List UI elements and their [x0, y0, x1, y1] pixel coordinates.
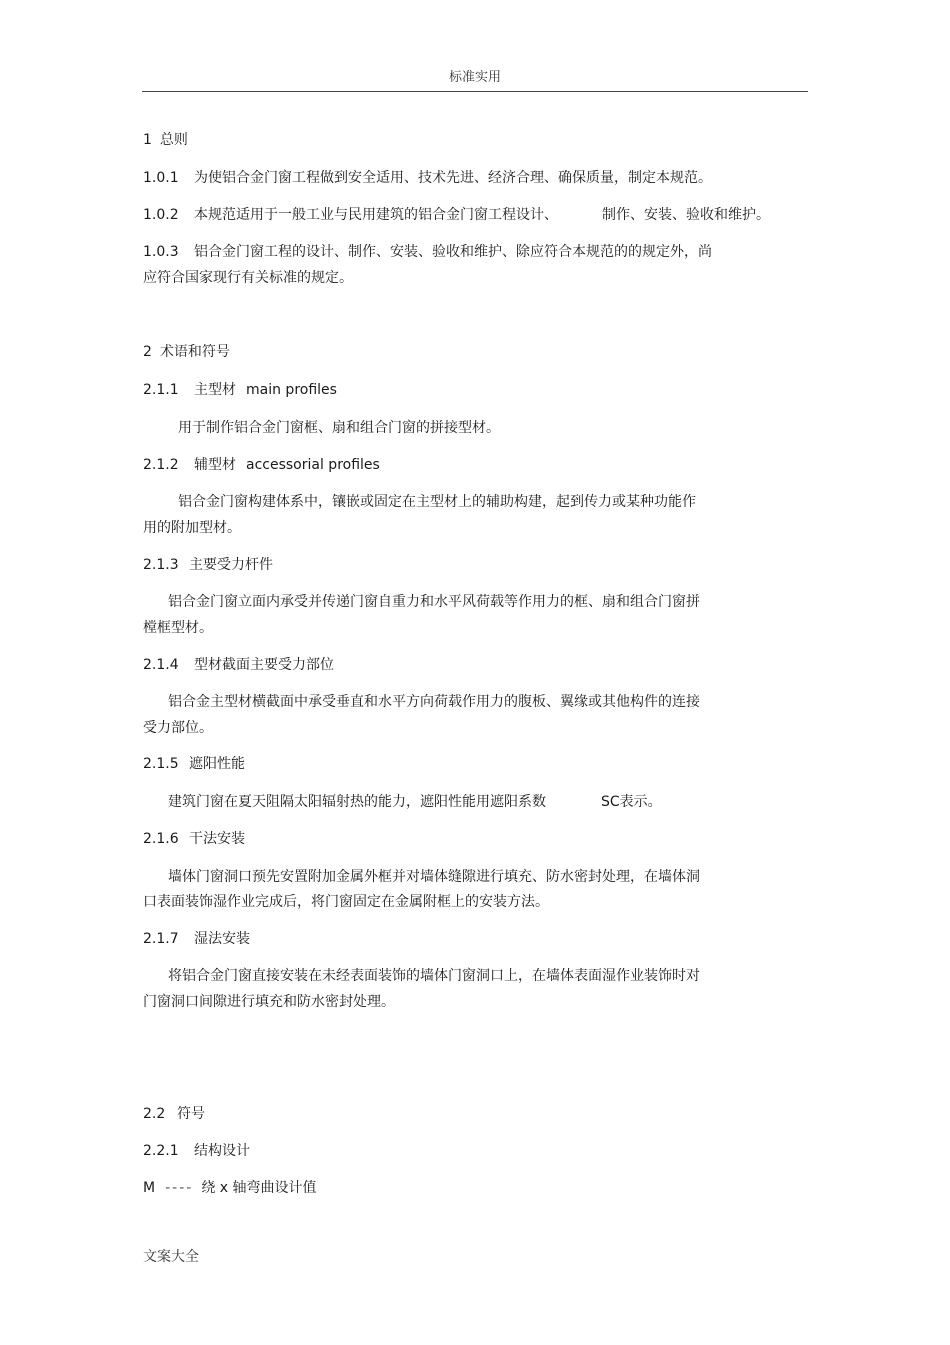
- term-2-1-7: [143, 929, 250, 949]
- term-title: 干法安装: [189, 831, 245, 847]
- section-number: 2.2: [143, 1106, 166, 1122]
- term-2-1-4-definition-line-2: 受力部位。: [143, 720, 213, 736]
- clause-number: 1.0.1: [143, 170, 179, 186]
- term-2-1-2-definition: 铝合金门窗构建体系中，镶嵌或固定在主型材上的辅助构建，起到传力或某种功能作: [178, 494, 696, 510]
- term-title: 型材截面主要受力部位: [194, 657, 334, 673]
- clause-1-0-2: [143, 205, 770, 225]
- term-title: 辅型材: [194, 457, 236, 473]
- term-2-1-3: [143, 555, 273, 575]
- page-header-title: 标准实用: [448, 70, 501, 85]
- term-number: 2.1.3: [143, 557, 179, 573]
- term-2-1-1-definition: 用于制作铝合金门窗框、扇和组合门窗的拼接型材。: [178, 420, 500, 436]
- term-number: 2.1.6: [143, 831, 179, 847]
- term-number: 2.1.7: [143, 931, 179, 947]
- section-2-2-heading: [143, 1104, 205, 1124]
- header-divider: [142, 91, 808, 92]
- section-number: 1: [143, 132, 152, 148]
- section-title: 符号: [177, 1106, 205, 1122]
- page-footer-text: 文案大全: [143, 1249, 199, 1265]
- clause-number: 1.0.2: [143, 207, 179, 223]
- clause-1-0-1: [143, 168, 712, 188]
- symbol-dash: ----: [165, 1180, 194, 1196]
- term-2-1-3-definition: 铝合金门窗立面内承受并传递门窗自重力和水平风荷载等作用力的框、扇和组合门窗拼: [168, 594, 700, 610]
- term-number: 2.1.2: [143, 457, 179, 473]
- term-2-1-7-definition-line-2: 门窗洞口间隙进行填充和防水密封处理。: [143, 994, 395, 1010]
- term-2-1-2: [143, 455, 380, 475]
- clause-text: 为使铝合金门窗工程做到安全适用、技术先进、经济合理、确保质量，制定本规范。: [194, 170, 712, 186]
- term-2-1-2-definition-line-2: 用的附加型材。: [143, 520, 241, 536]
- symbol: M: [143, 1180, 156, 1196]
- term-title: 湿法安装: [194, 931, 250, 947]
- subsection-number: 2.2.1: [143, 1143, 179, 1159]
- clause-number: 1.0.3: [143, 244, 179, 260]
- section-1-heading: [143, 130, 188, 150]
- term-2-1-3-definition-line-2: 樘框型材。: [143, 620, 213, 636]
- clause-text: 铝合金门窗工程的设计、制作、安装、验收和维护、除应符合本规范的的规定外，尚: [194, 244, 712, 260]
- term-2-1-6: [143, 829, 245, 849]
- term-2-1-5-definition: [168, 792, 662, 812]
- clause-1-0-3-line-2: 应符合国家现行有关标准的规定。: [143, 270, 353, 286]
- section-title: 总则: [159, 132, 188, 148]
- subsection-2-2-1: [143, 1141, 250, 1161]
- term-title: 主要受力杆件: [189, 557, 273, 573]
- section-2-heading: [143, 342, 230, 362]
- term-2-1-5: [143, 754, 245, 774]
- clause-text-continued: 制作、安装、验收和维护。: [602, 207, 770, 223]
- term-2-1-6-definition-line-2: 口表面装饰湿作业完成后，将门窗固定在金属附框上的安装方法。: [143, 894, 549, 910]
- term-number: 2.1.4: [143, 657, 179, 673]
- term-number: 2.1.1: [143, 382, 179, 398]
- term-number: 2.1.5: [143, 756, 179, 772]
- section-number: 2: [143, 344, 152, 360]
- term-2-1-4: [143, 655, 334, 675]
- clause-text: 本规范适用于一般工业与民用建筑的铝合金门窗工程设计、: [194, 207, 558, 223]
- section-title: 术语和符号: [159, 344, 230, 360]
- symbol-description: 绕 x 轴弯曲设计值: [201, 1180, 317, 1196]
- term-title: 遮阳性能: [189, 756, 245, 772]
- term-2-1-4-definition: 铝合金主型材横截面中承受垂直和水平方向荷载作用力的腹板、翼缘或其他构件的连接: [168, 694, 700, 710]
- term-english: main profiles: [246, 382, 337, 398]
- definition-text: 建筑门窗在夏天阻隔太阳辐射热的能力，遮阳性能用遮阳系数: [168, 794, 546, 810]
- term-title: 主型材: [194, 382, 236, 398]
- symbol-definition-m: [143, 1178, 317, 1198]
- term-2-1-7-definition: 将铝合金门窗直接安装在未经表面装饰的墙体门窗洞口上，在墙体表面湿作业装饰时对: [168, 968, 700, 984]
- definition-text-continued: SC表示。: [601, 794, 662, 810]
- term-english: accessorial profiles: [246, 457, 380, 473]
- term-2-1-6-definition: 墙体门窗洞口预先安置附加金属外框并对墙体缝隙进行填充、防水密封处理，在墙体洞: [168, 869, 700, 885]
- subsection-title: 结构设计: [194, 1143, 250, 1159]
- term-2-1-1: [143, 380, 337, 400]
- clause-1-0-3: [143, 242, 712, 262]
